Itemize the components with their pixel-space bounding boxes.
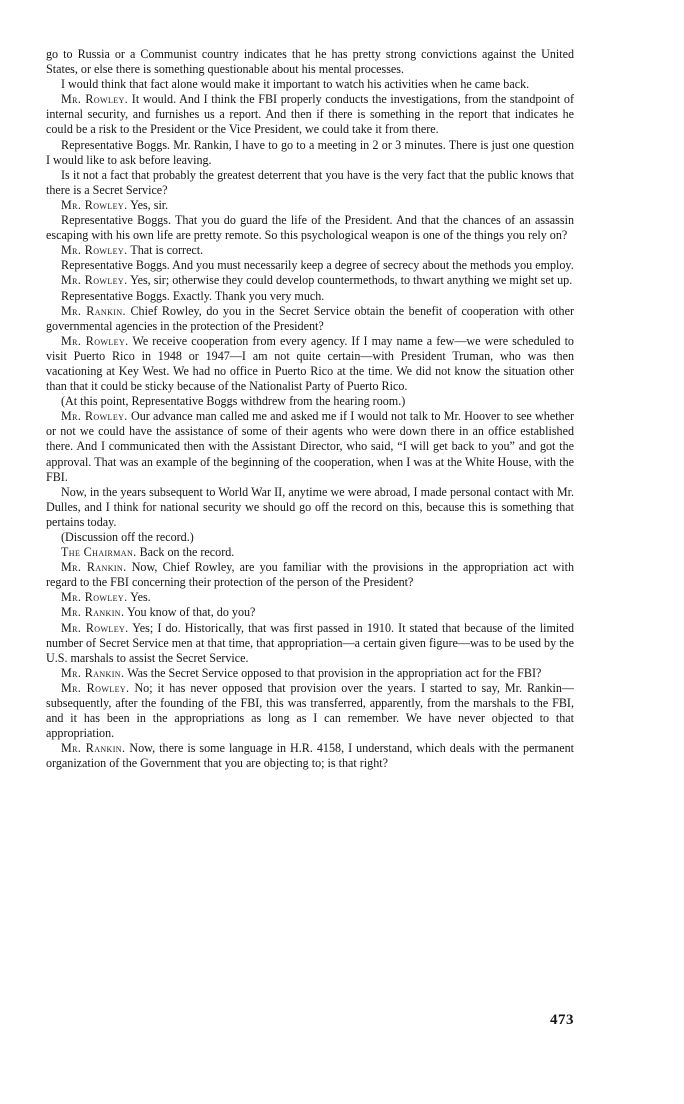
paragraph-text: Is it not a fact that probably the greatest deterrent that you have is the very fact that the public knows that there is a Secret Service? bbox=[46, 167, 574, 197]
paragraph-text: (At this point, Representative Boggs withdrew from the hearing room.) bbox=[61, 394, 406, 409]
paragraph-text: Representative Boggs. Mr. Rankin, I have to go to a meeting in 2 or 3 minutes. There is just one question I would like to ask before leaving. bbox=[46, 137, 574, 167]
speaker-name: Mr. Rowley. bbox=[61, 273, 128, 288]
transcript-paragraph bbox=[46, 289, 574, 304]
paragraph-text: Chief Rowley, do you in the Secret Service obtain the benefit of cooperation with other governmental agencies in the protection of the President? bbox=[46, 303, 574, 333]
speaker-name: Mr. Rowley. bbox=[61, 197, 128, 212]
paragraph-text: Representative Boggs. Exactly. Thank you very much. bbox=[61, 288, 325, 303]
paragraph-text: Representative Boggs. And you must necessarily keep a degree of secrecy about the methods you employ. bbox=[61, 258, 574, 273]
transcript-paragraph bbox=[46, 168, 574, 198]
paragraph-text: Now, there is some language in H.R. 4158, I understand, which deals with the permanent organization of the Government that you are objecting to; is that right? bbox=[46, 741, 574, 771]
speaker-name: Mr. Rowley. bbox=[61, 243, 128, 258]
transcript-body bbox=[46, 47, 574, 772]
transcript-paragraph bbox=[46, 273, 574, 288]
paragraph-text: (Discussion off the record.) bbox=[61, 530, 194, 544]
speaker-name: Mr. Rowley. bbox=[61, 620, 129, 635]
transcript-paragraph bbox=[46, 681, 574, 741]
transcript-paragraph bbox=[46, 605, 574, 620]
transcript-paragraph bbox=[46, 621, 574, 666]
speaker-name: The Chairman. bbox=[61, 545, 137, 560]
speaker-name: Mr. Rowley. bbox=[61, 680, 130, 695]
paragraph-text: That is correct. bbox=[127, 243, 204, 258]
transcript-paragraph bbox=[46, 243, 574, 258]
paragraph-text: Yes, sir. bbox=[127, 197, 169, 212]
speaker-name: Mr. Rankin. bbox=[61, 303, 126, 318]
speaker-name: Mr. Rowley. bbox=[61, 92, 129, 107]
speaker-name: Mr. Rankin. bbox=[61, 560, 127, 575]
paragraph-text: go to Russia or a Communist country indicates that he has pretty strong convictions against the United States, or else there is something questionable about his mental processes. bbox=[46, 47, 574, 77]
transcript-paragraph bbox=[46, 258, 574, 273]
paragraph-text: Back on the record. bbox=[136, 545, 235, 560]
paragraph-text: Our advance man called me and asked me if I would not talk to Mr. Hoover to see whether or not we could have the assistance of some of their agents who were down there in an office established there. And I communicated then with the Assistant Director, who said, “I will get back to you” and got the approval. That was an example of the beginning of the cooperation, when I was at the White House, with the FBI. bbox=[46, 409, 574, 484]
transcript-paragraph bbox=[46, 77, 574, 92]
speaker-name: Mr. Rowley. bbox=[61, 590, 128, 605]
transcript-paragraph bbox=[46, 138, 574, 168]
speaker-name: Mr. Rankin. bbox=[61, 665, 125, 680]
transcript-paragraph bbox=[46, 213, 574, 243]
speaker-name: Mr. Rowley. bbox=[61, 333, 129, 348]
paragraph-text: Yes. bbox=[127, 590, 151, 605]
paragraph-text: Yes, sir; otherwise they could develop countermethods, to thwart anything we might set up. bbox=[127, 273, 573, 288]
transcript-paragraph bbox=[46, 334, 574, 394]
speaker-name: Mr. Rowley. bbox=[61, 409, 128, 424]
paragraph-text: It would. And I think the FBI properly conducts the investigations, from the standpoint of internal security, and furnishes us a report. And then if there is something in the report that indicates he could be a risk to the President or the Vice President, we could take it from there. bbox=[46, 92, 574, 137]
transcript-paragraph bbox=[46, 545, 574, 560]
transcript-paragraph bbox=[46, 485, 574, 530]
transcript-paragraph bbox=[46, 666, 574, 681]
paragraph-text: Now, in the years subsequent to World War II, anytime we were abroad, I made personal contact with Mr. Dulles, and I think for national security we should go off the record on this, because this is something that pertains today. bbox=[46, 484, 574, 529]
paragraph-text: I would think that fact alone would make it important to watch his activities when he came back. bbox=[61, 77, 530, 92]
paragraph-text: No; it has never opposed that provision over the years. I started to say, Mr. Rankin—subsequently, after the founding of the FBI, this was transferred, apparently, from the marshals to the FBI, and it has been in the appropriations as long as I can remember. We have never objected to that appropriation. bbox=[46, 680, 575, 741]
paragraph-text: We receive cooperation from every agency. If I may name a few—we were scheduled to visit Puerto Rico in 1948 or 1947—I am not quite certain—with President Truman, who was then vacationing at Key West. We had no office in Puerto Rico at the time. We did not know the situation other than that it could be sticky because of the Nationalist Party of Puerto Rico. bbox=[46, 333, 574, 394]
paragraph-text: Representative Boggs. That you do guard the life of the President. And that the chances of an assassin escaping with his own life are pretty remote. So this psychological weapon is one of the things you rely on? bbox=[46, 213, 574, 243]
speaker-name: Mr. Rankin. bbox=[61, 741, 126, 756]
paragraph-text: Was the Secret Service opposed to that provision in the appropriation act for the FBI? bbox=[124, 665, 542, 680]
transcript-paragraph bbox=[46, 409, 574, 484]
paragraph-text: You know of that, do you? bbox=[124, 605, 256, 620]
transcript-paragraph bbox=[46, 92, 574, 137]
transcript-paragraph bbox=[46, 560, 574, 590]
page-number: 473 bbox=[550, 1012, 574, 1028]
paragraph-text: Now, Chief Rowley, are you familiar with the provisions in the appropriation act with regard to the FBI concerning their protection of the person of the President? bbox=[46, 560, 575, 590]
transcript-paragraph bbox=[46, 530, 574, 545]
paragraph-text: Yes; I do. Historically, that was first passed in 1910. It stated that because of the limited number of Secret Service men at that time, that appropriation—a certain given figure—was to be used by the U.S. marshals to assist the Secret Service. bbox=[46, 620, 574, 665]
transcript-paragraph bbox=[46, 198, 574, 213]
transcript-paragraph bbox=[46, 47, 574, 77]
transcript-paragraph bbox=[46, 741, 574, 771]
transcript-paragraph bbox=[46, 304, 574, 334]
speaker-name: Mr. Rankin. bbox=[61, 605, 125, 620]
transcript-paragraph bbox=[46, 394, 574, 409]
transcript-paragraph bbox=[46, 590, 574, 605]
